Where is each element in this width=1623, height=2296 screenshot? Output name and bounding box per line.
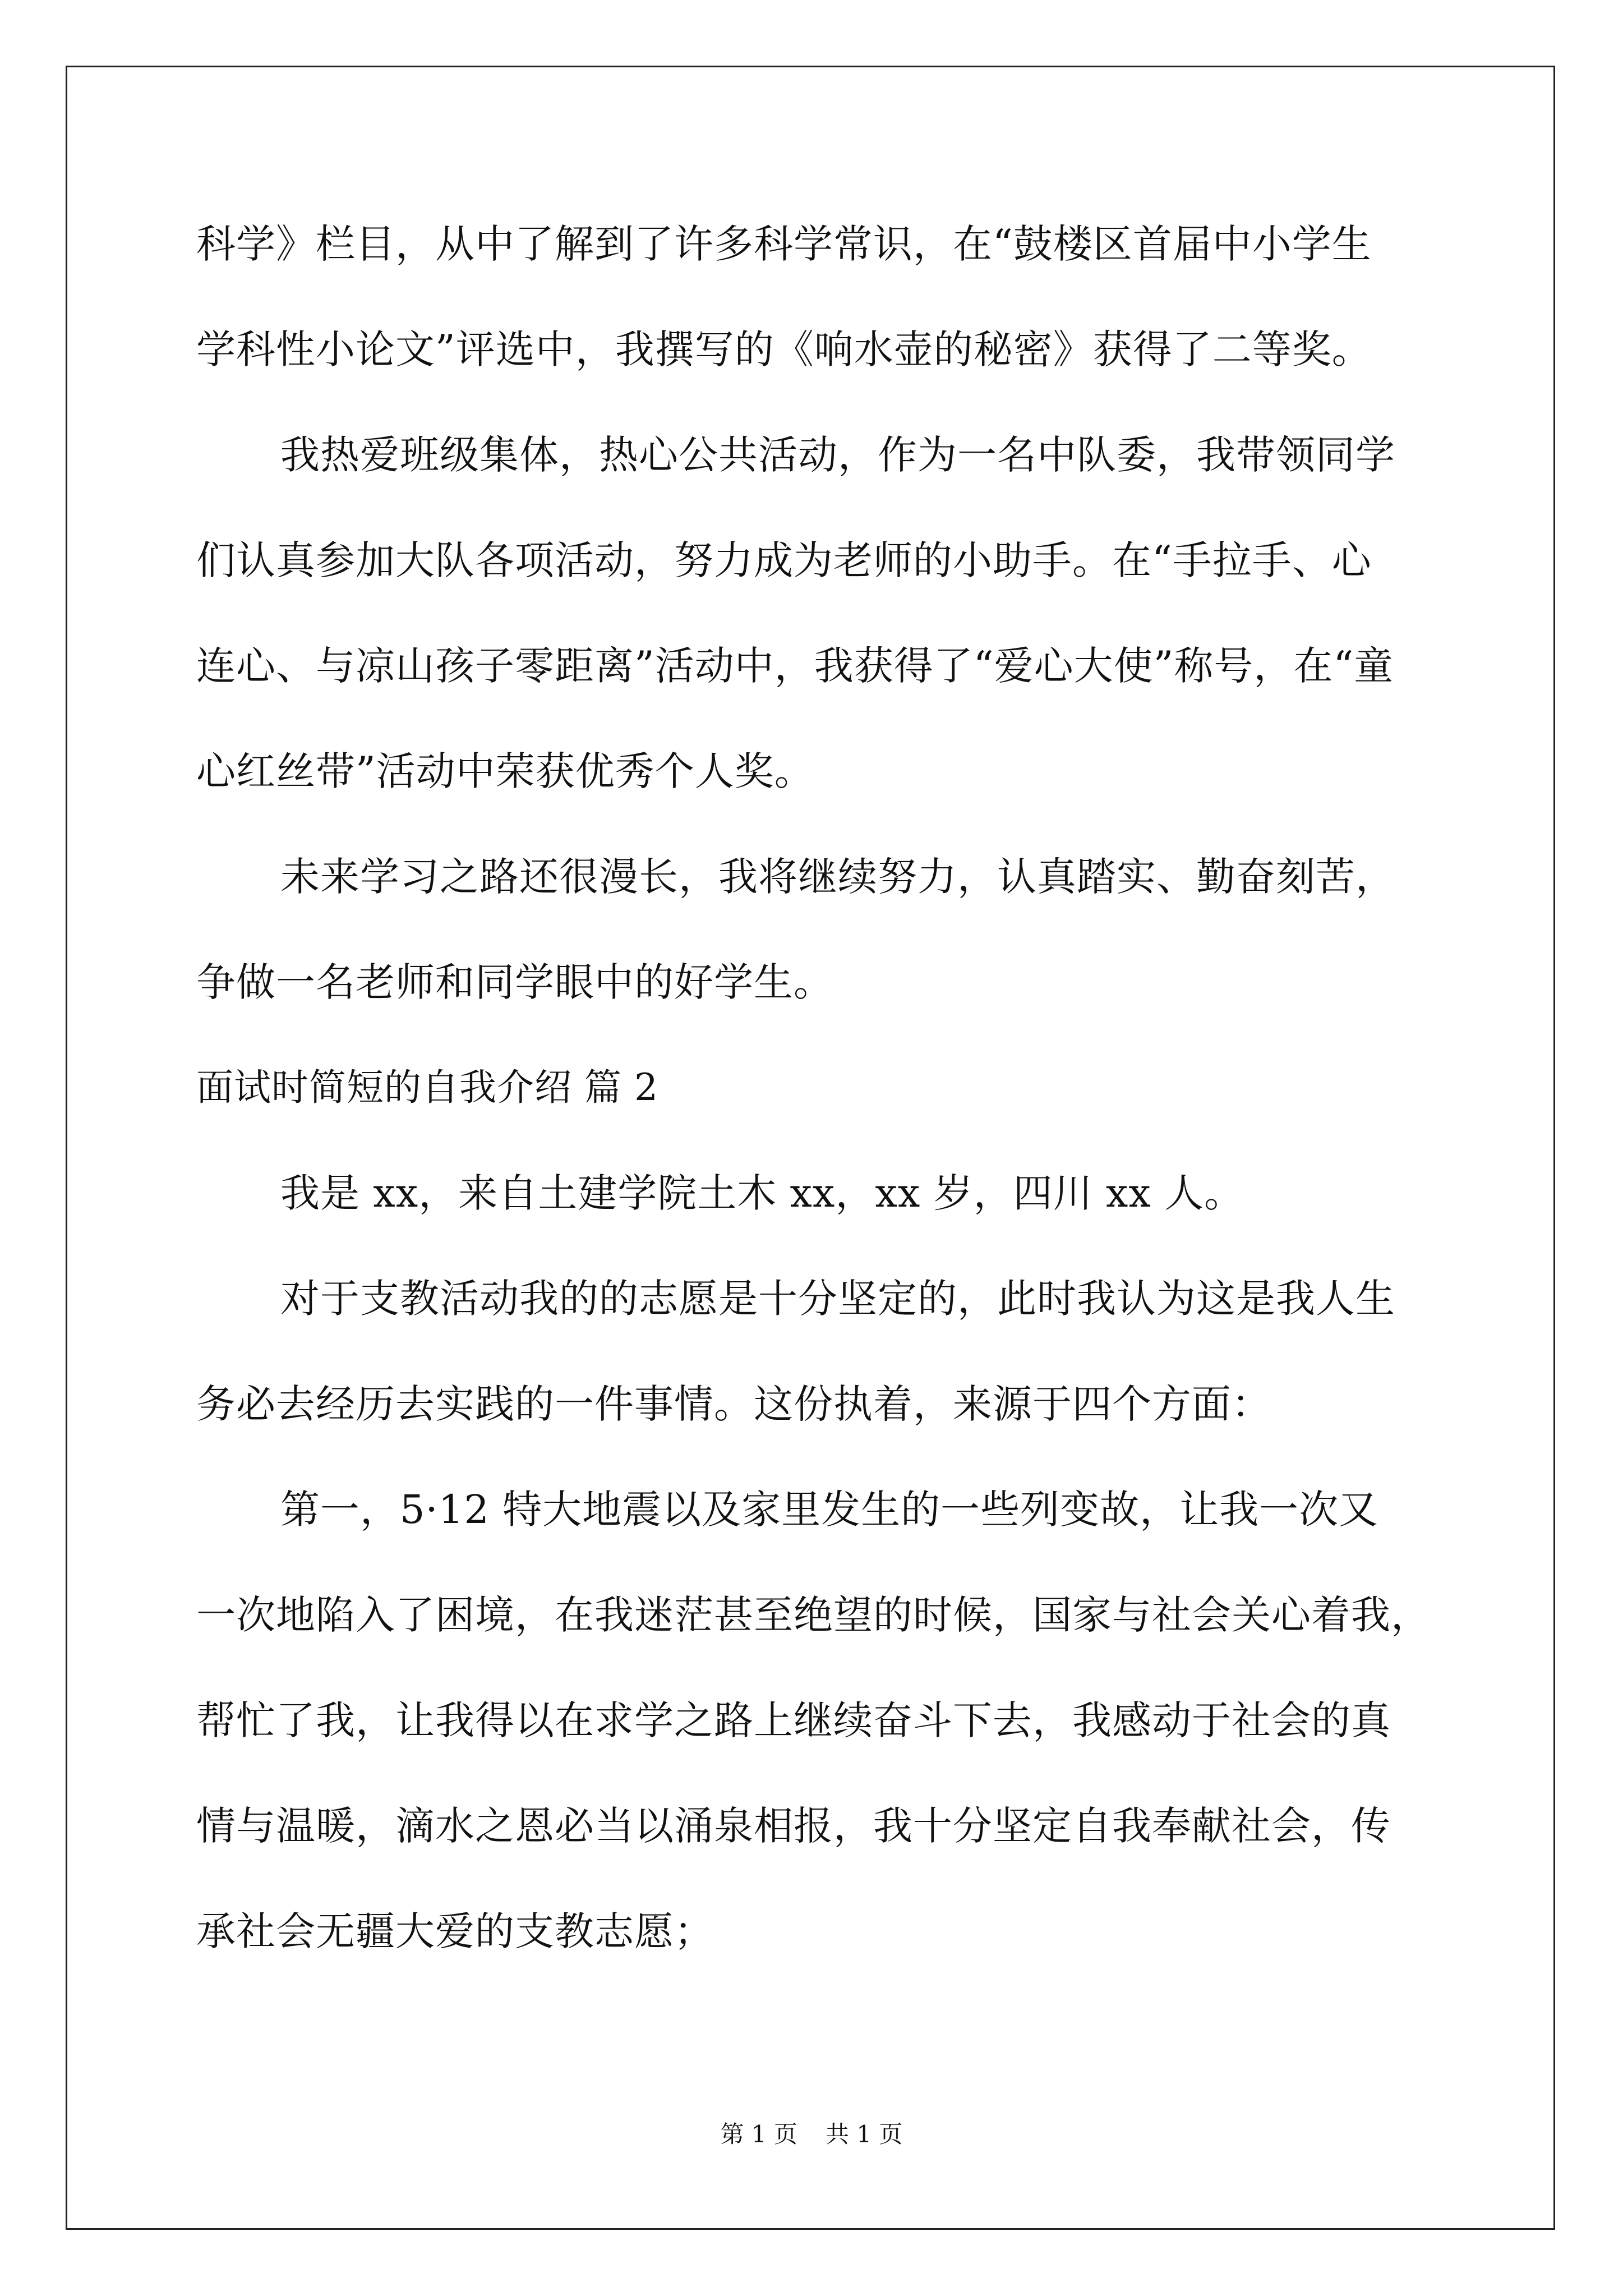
paragraph-start: 第一，5·12 特大地震以及家里发生的一些列变故，让我一次又 [280,1487,1379,1533]
paragraph-start: 我热爱班级集体，热心公共活动，作为一名中队委，我带领同学 [280,432,1395,478]
paragraph-start: 我是 xx，来自土建学院土木 xx，xx 岁，四川 xx 人。 [280,1170,1244,1216]
page-total: 共 1 页 [826,2120,903,2148]
text-line: 情与温暖，滴水之恩必当以涌泉相报，我十分坚定自我奉献社会，传 [196,1803,1391,1849]
text-line: 一次地陷入了困境，在我迷茫甚至绝望的时候，国家与社会关心着我， [196,1592,1431,1638]
text-line: 务必去经历去实践的一件事情。这份执着，来源于四个方面： [196,1381,1271,1427]
text-line: 心红丝带”活动中荣获优秀个人奖。 [196,748,814,794]
text-line: 连心、与凉山孩子零距离”活动中，我获得了“爱心大使”称号，在“童 [196,643,1394,689]
text-line: 争做一名老师和同学眼中的好学生。 [196,959,833,1005]
text-line: 科学》栏目，从中了解到了许多科学常识，在“鼓楼区首届中小学生 [196,221,1372,267]
paragraph-start: 对于支教活动我的的志愿是十分坚定的，此时我认为这是我人生 [280,1276,1395,1322]
text-line: 帮忙了我，让我得以在求学之路上继续奋斗下去，我感动于社会的真 [196,1697,1391,1743]
text-line: 承社会无疆大爱的支教志愿； [196,1908,714,1954]
section-heading: 面试时简短的自我介绍 篇 2 [196,1066,658,1109]
document-body [196,216,1430,2009]
text-line: 们认真参加大队各项活动，努力成为老师的小助手。在“手拉手、心 [196,537,1372,583]
page-number: 第 1 页 [720,2120,797,2148]
text-line: 学科性小论文”评选中，我撰写的《响水壶的秘密》获得了二等奖。 [196,326,1372,372]
page-footer [0,2118,1623,2151]
paragraph-start: 未来学习之路还很漫长，我将继续努力，认真踏实、勤奋刻苦， [280,854,1395,900]
